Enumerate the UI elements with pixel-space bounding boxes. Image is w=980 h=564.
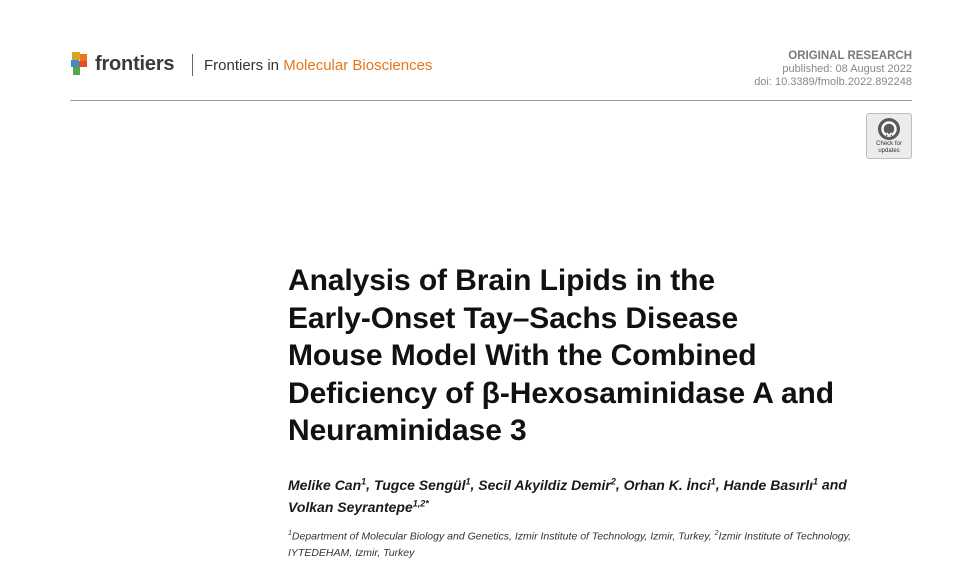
header-rule — [70, 100, 912, 101]
check-for-updates-button[interactable] — [866, 113, 912, 159]
check-for-updates-label: Check for updates — [876, 141, 902, 154]
affiliation-number: 1 — [288, 530, 292, 537]
article-title — [288, 262, 928, 450]
header-divider — [192, 54, 193, 76]
journal-title[interactable] — [204, 57, 432, 74]
brand-name: frontiers — [95, 52, 175, 75]
affiliation-text: Department of Molecular Biology and Genetics, Izmir Institute of Technology, Izmir, Turkey, — [291, 530, 715, 543]
author[interactable]: Volkan Seyrantepe$^{1,2*}$ — [288, 498, 429, 516]
affiliations — [288, 526, 908, 561]
author-list: Melike Can$^1$, Tugce Sengül$^1$, Secil Akyildiz Demir$^2$, Orhan K. İnci$^1$, Hande Basırlı$^1$ and Volkan Seyrantepe$^{1,2*}$ — [288, 476, 847, 516]
article-type: ORIGINAL RESEARCH — [788, 50, 912, 62]
author[interactable]: Tugce Sengül$^1$ — [373, 476, 471, 493]
affiliation-number: 2 — [714, 530, 719, 537]
journal-prefix: Frontiers in — [204, 57, 284, 74]
frontiers-logo[interactable] — [70, 52, 174, 76]
journal-name: Molecular Biosciences — [283, 57, 433, 74]
author[interactable]: Orhan K. İnci$^1$ — [623, 476, 716, 493]
affiliation-text: Izmir Institute of Technology, IYTEDEHAM, Izmir, Turkey — [288, 530, 852, 559]
author[interactable]: Hande Basırlı$^1$ — [723, 476, 819, 493]
author[interactable]: Secil Akyildiz Demir$^2$ — [478, 476, 616, 493]
title-line: Neuraminidase 3 — [288, 414, 527, 447]
title-line: Early-Onset Tay–Sachs Disease — [288, 301, 739, 335]
title-line: Analysis of Brain Lipids in the — [288, 264, 715, 297]
article-meta — [754, 50, 912, 89]
doi[interactable]: doi: 10.3389/fmolb.2022.892248 — [754, 76, 912, 88]
frontiers-logo-icon — [70, 52, 90, 76]
published-date: published: 08 August 2022 — [782, 63, 912, 75]
title-line: Mouse Model With the Combined — [288, 339, 757, 372]
author[interactable]: Melike Can$^1$ — [288, 476, 367, 493]
check-for-updates-icon — [877, 117, 901, 141]
title-line: Deficiency of β-Hexosaminidase A and — [288, 376, 834, 410]
